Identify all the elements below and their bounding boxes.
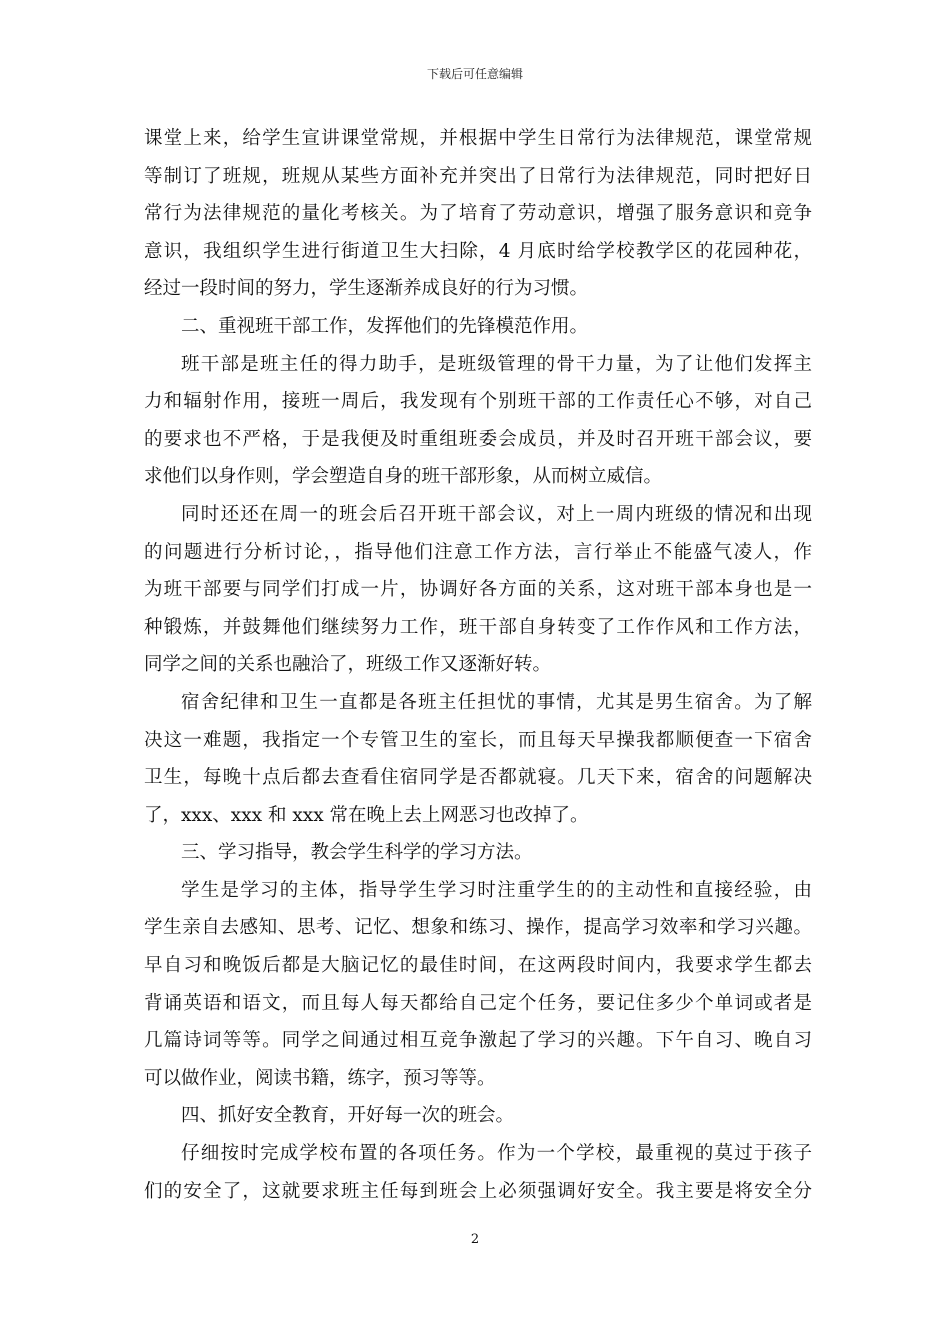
paragraph-line: 卫生，每晚十点后都去查看住宿同学是否都就寝。几天下来，宿舍的问题解决: [144, 767, 812, 789]
paragraph-line: 课堂上来，给学生宣讲课堂常规，并根据中学生日常行为法律规范，课堂常规: [144, 128, 812, 149]
page-header: 下载后可任意编辑: [426, 67, 523, 81]
paragraph-line: 意识，我组织学生进行街道卫生大扫除，4 月底时给学校教学区的花园种花，: [144, 240, 812, 262]
paragraph-line: 常行为法律规范的量化考核关。为了培育了劳动意识，增强了服务意识和竞争: [144, 203, 812, 225]
section-heading: 四、抓好安全教育，开好每一次的班会。: [181, 1105, 515, 1127]
paragraph-line: 班干部是班主任的得力助手，是班级管理的骨干力量，为了让他们发挥主: [181, 353, 812, 375]
paragraph-line: 几篇诗词等等。同学之间通过相互竞争激起了学习的兴趣。下午自习、晚自习: [144, 1030, 812, 1052]
paragraph-line: 种锻炼，并鼓舞他们继续努力工作，班干部自身转变了工作作风和工作方法，: [144, 616, 812, 638]
paragraph-line: 们的安全了，这就要求班主任每到班会上必须强调好安全。我主要是将安全分: [144, 1180, 812, 1202]
section-heading: 二、重视班干部工作，发挥他们的先锋模范作用。: [181, 315, 589, 337]
paragraph-line: 早自习和晚饭后都是大脑记忆的最佳时间，在这两段时间内，我要求学生都去: [144, 955, 812, 977]
paragraph-line: 力和辐射作用，接班一周后，我发现有个别班干部的工作责任心不够，对自己: [144, 391, 812, 413]
paragraph-line: 学生是学习的主体，指导学生学习时注重学生的的主动性和直接经验，由: [181, 879, 812, 901]
paragraph-line: 等制订了班规，班规从某些方面补充并突出了日常行为法律规范，同时把好日: [144, 165, 812, 187]
paragraph-line: 求他们以身作则，学会塑造自身的班干部形象，从而树立威信。: [144, 466, 663, 488]
document-body: [144, 120, 812, 1210]
page-number: 2: [470, 1232, 480, 1247]
paragraph-line: 同学之间的关系也融洽了，班级工作又逐渐好转。: [144, 654, 552, 676]
paragraph-line: 为班干部要与同学们打成一片，协调好各方面的关系，这对班干部本身也是一: [144, 579, 812, 601]
paragraph-line: 宿舍纪律和卫生一直都是各班主任担忧的事情，尤其是男生宿舍。为了解: [181, 691, 812, 713]
paragraph-line: 可以做作业，阅读书籍，练字，预习等等。: [144, 1067, 496, 1089]
paragraph-line: 同时还还在周一的班会后召开班干部会议，对上一周内班级的情况和出现: [181, 503, 812, 525]
section-heading: 三、学习指导，教会学生科学的学习方法。: [181, 842, 533, 864]
paragraph-line: 经过一段时间的努力，学生逐渐养成良好的行为习惯。: [144, 278, 589, 300]
paragraph-line: 仔细按时完成学校布置的各项任务。作为一个学校，最重视的莫过于孩子: [181, 1143, 812, 1165]
paragraph-line: 决这一难题，我指定一个专管卫生的室长，而且每天早操我都顺便查一下宿舍: [144, 729, 812, 751]
paragraph-line: 的要求也不严格，于是我便及时重组班委会成员，并及时召开班干部会议，要: [144, 428, 812, 450]
paragraph-line: 学生亲自去感知、思考、记忆、想象和练习、操作，提高学习效率和学习兴趣。: [144, 917, 812, 939]
paragraph-line: 的问题进行分析讨论，，指导他们注意工作方法，言行举止不能盛气凌人，作: [144, 541, 812, 563]
paragraph-line: 了，xxx、xxx 和 xxx 常在晚上去上网恶习也改掉了。: [144, 804, 589, 826]
paragraph-line: 背诵英语和语文，而且每人每天都给自己定个任务，要记住多少个单词或者是: [144, 992, 812, 1014]
